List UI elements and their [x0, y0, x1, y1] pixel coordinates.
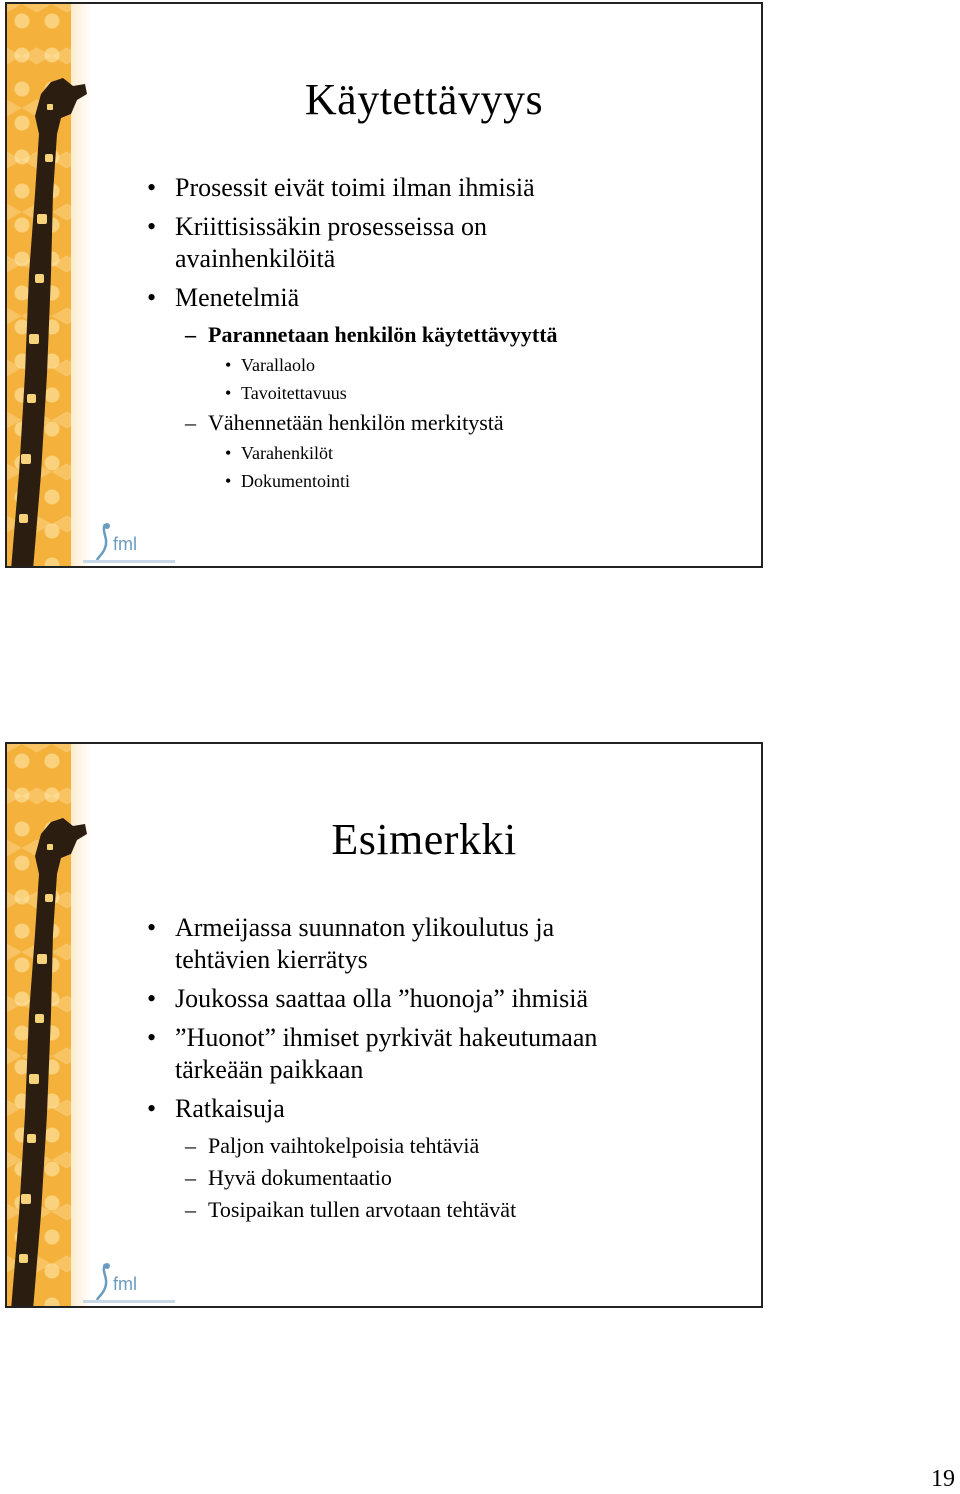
bullet-item	[145, 1022, 685, 1086]
sub-bullet-text: Parannetaan henkilön käytettävyyttä	[208, 322, 558, 347]
sub-bullet-item	[145, 1132, 721, 1160]
giraffe-icon	[7, 74, 97, 568]
sub-sub-bullet-text: Dokumentointi	[241, 471, 350, 491]
sub-bullet-item	[145, 409, 721, 437]
fml-logo-icon	[75, 520, 185, 566]
slide-title: Esimerkki	[331, 815, 517, 864]
sub-sub-bullet-text: Varahenkilöt	[241, 443, 333, 463]
sub-bullet-text: Hyvä dokumentaatio	[208, 1165, 392, 1190]
bullet-icon: •	[225, 383, 232, 403]
bullet-item	[145, 983, 721, 1015]
sub-sub-bullet-item	[145, 353, 721, 377]
sub-bullet-item	[145, 1164, 721, 1192]
sub-bullet-item	[145, 321, 721, 349]
bullet-icon: •	[225, 471, 232, 491]
dash-icon: –	[185, 1197, 196, 1222]
svg-text:fml: fml	[113, 1274, 137, 1294]
dash-icon: –	[185, 322, 196, 347]
sub-sub-bullet-item	[145, 381, 721, 405]
dash-icon: –	[185, 1165, 196, 1190]
sub-bullet-item	[145, 1196, 721, 1224]
bullet-icon: •	[147, 212, 157, 241]
sub-sub-bullet-text: Tavoitettavuus	[241, 383, 347, 403]
bullet-item	[145, 211, 555, 275]
dash-icon: –	[185, 1133, 196, 1158]
bullet-icon: •	[147, 1023, 157, 1052]
bullet-icon: •	[147, 173, 157, 202]
page-number: 19	[931, 1466, 955, 1492]
sub-bullet-text: Paljon vaihtokelpoisia tehtäviä	[208, 1133, 480, 1158]
bullet-item	[145, 912, 645, 976]
bullet-text: ”Huonot” ihmiset pyrkivät hakeutumaan tärkeään paikkaan	[175, 1023, 598, 1084]
bullet-icon: •	[225, 355, 232, 375]
bullet-item	[145, 172, 721, 204]
bullet-text: Ratkaisuja	[175, 1094, 285, 1123]
sub-bullet-text: Tosipaikan tullen arvotaan tehtävät	[208, 1197, 517, 1222]
bullet-icon: •	[147, 984, 157, 1013]
bullet-item	[145, 1093, 721, 1125]
bullet-icon: •	[147, 283, 157, 312]
bullet-text: Kriittisissäkin prosesseissa on avainhenkilöitä	[175, 212, 487, 273]
svg-text:fml: fml	[113, 534, 137, 554]
bullet-item	[145, 282, 721, 314]
giraffe-icon	[7, 814, 97, 1308]
dash-icon: –	[185, 410, 196, 435]
sub-sub-bullet-item	[145, 469, 721, 493]
bullet-icon: •	[225, 443, 232, 463]
bullet-text: Prosessit eivät toimi ilman ihmisiä	[175, 173, 535, 202]
bullet-icon: •	[147, 1094, 157, 1123]
sub-sub-bullet-item	[145, 441, 721, 465]
sub-bullet-text: Vähennetään henkilön merkitystä	[208, 410, 504, 435]
bullet-text: Joukossa saattaa olla ”huonoja” ihmisiä	[175, 984, 589, 1013]
slide-kaytettavyys	[5, 2, 763, 568]
fml-logo-icon	[75, 1260, 185, 1306]
slide-esimerkki	[5, 742, 763, 1308]
slide-title: Käytettävyys	[304, 75, 544, 124]
slide-content	[145, 912, 721, 1228]
sub-sub-bullet-text: Varallaolo	[241, 355, 315, 375]
bullet-icon: •	[147, 913, 157, 942]
bullet-text: Armeijassa suunnaton ylikoulutus ja tehtävien kierrätys	[175, 913, 555, 974]
slide-content	[145, 172, 721, 497]
bullet-text: Menetelmiä	[175, 283, 300, 312]
